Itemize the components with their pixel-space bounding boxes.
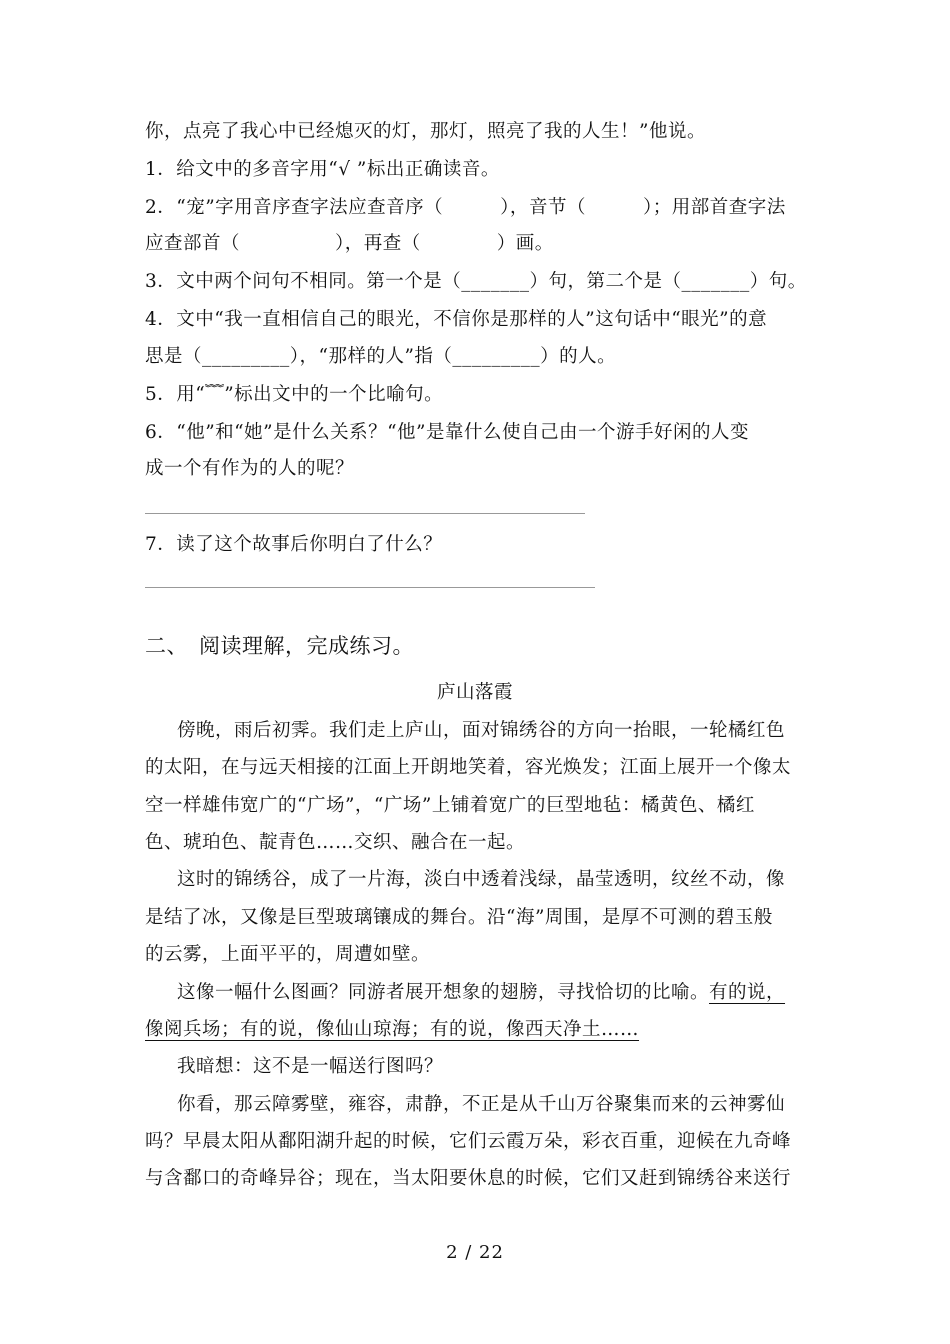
question-text-line: 你，点亮了我心中已经熄灭的灯，那灯，照亮了我的人生！”他说。 (145, 121, 706, 142)
passage-line (177, 981, 785, 1005)
question-6-continued: 成一个有作为的人的呢？ (145, 458, 355, 479)
question-4-continued: 思是（_________），“那样的人”指（_________）的人。 (145, 346, 617, 367)
passage-line: 这时的锦绣谷，成了一片海，淡白中透着浅绿，晶莹透明，纹丝不动，像 (177, 869, 786, 890)
underlined-metaphor: 有的说， (709, 982, 786, 1003)
passage-line: 傍晚，雨后初霁。我们走上庐山，面对锦绣谷的方向一抬眼，一轮橘红色 (177, 720, 786, 741)
page-number: 2 / 22 (446, 1242, 504, 1263)
question-5: 5．用“﹌”标出文中的一个比喻句。 (145, 384, 444, 405)
answer-line[interactable] (145, 587, 595, 588)
passage-text: 这像一幅什么图画？同游者展开想象的翅膀，寻找恰切的比喻。 (177, 982, 710, 1003)
question-4: 4．文中“我一直相信自己的眼光，不信你是那样的人”这句话中“眼光”的意 (145, 309, 768, 330)
question-2-continued: 应查部首（ ），再查（ ）画。 (145, 233, 554, 254)
passage-line: 你看，那云障雾壁，雍容，肃静，不正是从千山万谷聚集而来的云神雾仙 (177, 1094, 786, 1115)
passage-title: 庐山落霞 (436, 682, 513, 703)
passage-line: 空一样雄伟宽广的“广场”，“广场”上铺着宽广的巨型地毡：橘黄色、橘红 (145, 795, 755, 816)
passage-line: 的云雾，上面平平的，周遭如壁。 (145, 944, 431, 965)
passage-line: 的太阳，在与远天相接的江面上开朗地笑着，容光焕发；江面上展开一个像太 (145, 757, 792, 778)
question-2: 2．“宠”字用音序查字法应查音序（ ），音节（ ）；用部首查字法 (145, 197, 786, 218)
passage-line: 我暗想：这不是一幅送行图吗？ (177, 1056, 444, 1077)
question-1: 1．给文中的多音字用“√ ”标出正确读音。 (145, 159, 500, 180)
section-heading: 二、 阅读理解，完成练习。 (145, 634, 414, 658)
question-7: 7．读了这个故事后你明白了什么？ (145, 534, 443, 555)
passage-line: 与含鄱口的奇峰异谷；现在，当太阳要休息的时候，它们又赶到锦绣谷来送行 (145, 1168, 792, 1189)
underlined-metaphor: 像阅兵场；有的说，像仙山琼海；有的说，像西天净土…… (145, 1019, 640, 1040)
passage-line (145, 1018, 639, 1042)
question-3: 3．文中两个问句不相同。第一个是（_______）句，第二个是（_______）句。 (145, 271, 807, 292)
answer-line[interactable] (145, 513, 585, 514)
question-6: 6．“他”和“她”是什么关系？“他”是靠什么使自己由一个游手好闲的人变 (145, 422, 750, 443)
passage-line: 是结了冰，又像是巨型玻璃镶成的舞台。沿“海”周围，是厚不可测的碧玉般 (145, 907, 773, 928)
passage-line: 色、琥珀色、靛青色……交织、融合在一起。 (145, 832, 526, 853)
passage-line: 吗？早晨太阳从鄱阳湖升起的时候，它们云霞万朵，彩衣百重，迎候在九奇峰 (145, 1131, 792, 1152)
